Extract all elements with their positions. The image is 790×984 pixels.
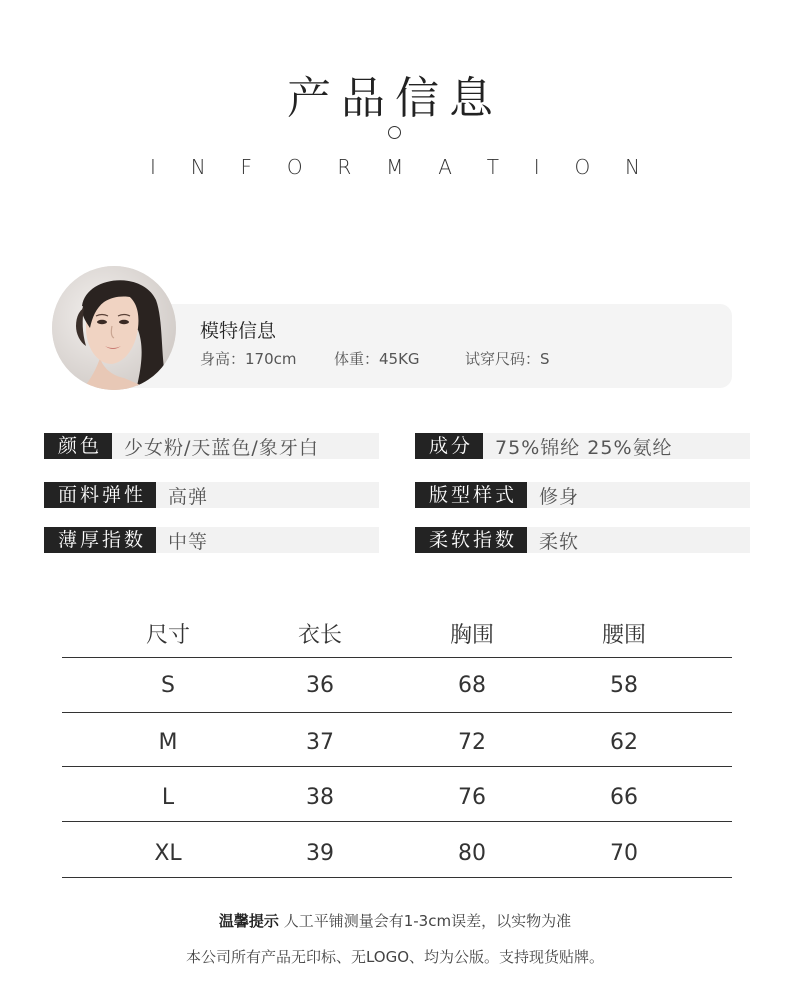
spec-color-value: 少女粉/天蓝色/象牙白 <box>124 436 319 459</box>
table-divider <box>62 657 732 658</box>
tip-label: 温馨提示 <box>218 912 279 930</box>
subtitle-letter: F <box>240 155 253 179</box>
circle-ornament-icon <box>388 126 401 139</box>
spec-color-label: 颜色 <box>44 433 112 459</box>
model-info-title: 模特信息 <box>200 320 277 342</box>
subtitle-letter: A <box>438 155 452 179</box>
table-cell: 72 <box>458 730 486 755</box>
spec-softness-label: 柔软指数 <box>415 527 527 553</box>
subtitle-letter: O <box>574 155 591 179</box>
spec-thickness <box>44 527 379 553</box>
spec-thickness-value: 中等 <box>168 530 209 553</box>
table-divider <box>62 877 732 878</box>
subtitle-letter: I <box>150 155 156 179</box>
spec-composition <box>415 433 750 459</box>
table-cell: 39 <box>306 841 334 866</box>
table-header-size: 尺寸 <box>145 623 190 648</box>
table-divider <box>62 766 732 767</box>
table-cell: L <box>161 785 175 810</box>
company-note: 本公司所有产品无印标、无LOGO、均为公版。支持现货贴牌。 <box>185 948 605 966</box>
subtitle-letter: N <box>190 155 206 179</box>
table-header-bust: 胸围 <box>449 623 494 648</box>
table-cell: 70 <box>610 841 638 866</box>
spec-color <box>44 433 379 459</box>
spec-elasticity <box>44 482 379 508</box>
subtitle-information <box>150 155 640 179</box>
table-cell: S <box>161 673 175 698</box>
spec-elasticity-value: 高弹 <box>168 485 209 508</box>
model-portrait-icon <box>52 266 176 390</box>
spec-elasticity-label: 面料弹性 <box>44 482 156 508</box>
table-header-waist: 腰围 <box>601 623 646 648</box>
table-cell: 80 <box>458 841 486 866</box>
spec-fit-label: 版型样式 <box>415 482 527 508</box>
table-cell: 68 <box>458 673 486 698</box>
table-cell: XL <box>154 841 182 866</box>
spec-thickness-label: 薄厚指数 <box>44 527 156 553</box>
model-size: 试穿尺码：S <box>465 350 550 368</box>
table-cell: 37 <box>306 730 334 755</box>
table-cell: 76 <box>458 785 486 810</box>
spec-fit <box>415 482 750 508</box>
subtitle-letter: T <box>486 155 499 179</box>
model-stats <box>200 348 550 369</box>
spec-softness <box>415 527 750 553</box>
table-cell: 58 <box>610 673 638 698</box>
table-divider <box>62 712 732 713</box>
spec-composition-label: 成分 <box>415 433 483 459</box>
tip-text: 人工平铺测量会有1-3cm误差，以实物为准 <box>278 912 572 930</box>
table-cell: M <box>158 730 178 755</box>
subtitle-letter: O <box>286 155 303 179</box>
subtitle-letter: N <box>625 155 640 179</box>
measurement-tip <box>0 910 790 931</box>
spec-composition-value: 75%锦纶 25%氨纶 <box>495 436 673 459</box>
table-cell: 66 <box>610 785 638 810</box>
model-weight: 体重：45KG <box>334 350 420 368</box>
table-divider <box>62 821 732 822</box>
model-height: 身高：170cm <box>200 350 297 368</box>
spec-fit-value: 修身 <box>539 485 580 508</box>
table-cell: 36 <box>306 673 334 698</box>
model-avatar <box>52 266 176 390</box>
page-title: 产品信息 <box>287 73 503 124</box>
spec-softness-value: 柔软 <box>539 530 580 553</box>
subtitle-letter: R <box>337 155 352 179</box>
table-header-length: 衣长 <box>297 623 342 648</box>
table-cell: 62 <box>610 730 638 755</box>
subtitle-letter: M <box>386 155 404 179</box>
subtitle-letter: I <box>533 155 540 179</box>
table-cell: 38 <box>306 785 334 810</box>
